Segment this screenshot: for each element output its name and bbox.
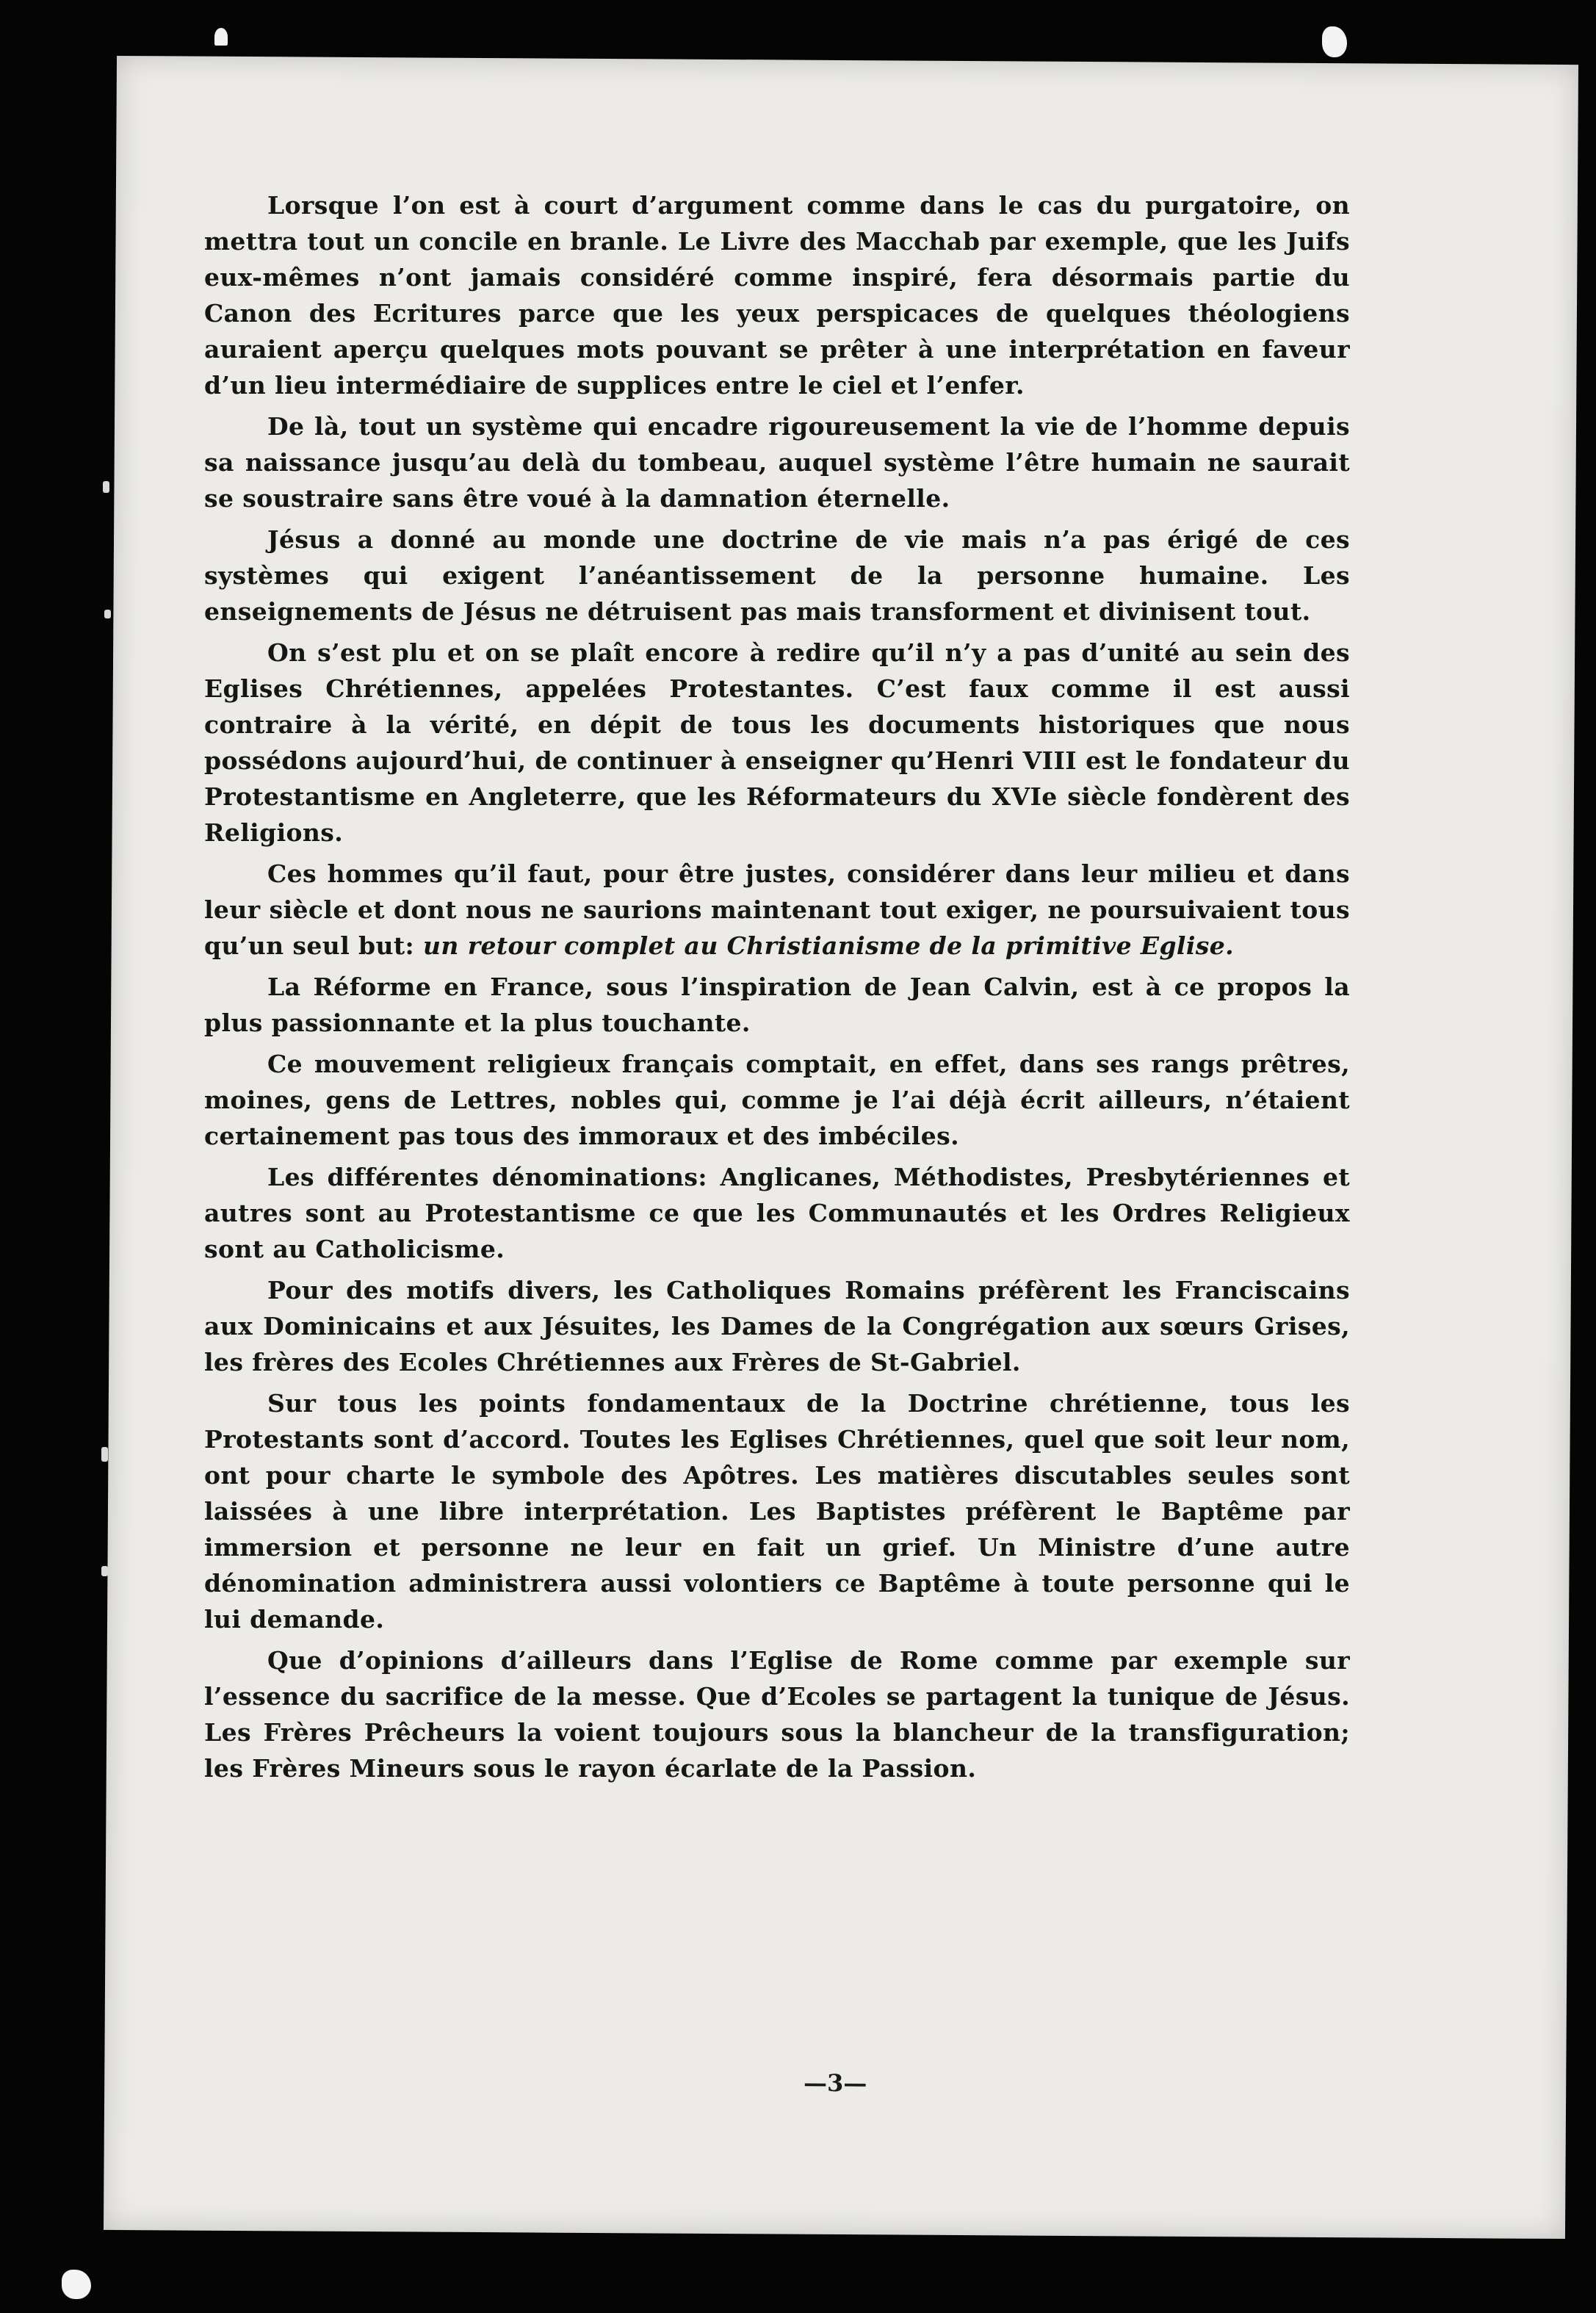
paragraph: Sur tous les points fondamentaux de la Doctrine chrétienne, tous les Protestants sont d’accord. Toutes les Eglises Chrétiennes, quel que soit leur nom, ont pour charte le symbole des Apôtres. Les matières discutables seules sont laissées à une libre interprétation. Les Baptistes préfèrent le Baptême par immersion et personne ne leur en fait un grief. Un Ministre d’une autre dénomination administrera aussi volontiers ce Baptême à toute personne qui le lui demande. [204,1389,1350,1634]
body-text [204,187,1350,1791]
scan-artifact-mark [62,2270,91,2299]
paragraph: Ce mouvement religieux français comptait, en effet, dans ses rangs prêtres, moines, gens de Lettres, nobles qui, comme je l’ai déjà écrit ailleurs, n’étaient certainement pas tous des immoraux et des imbéciles. [204,1050,1350,1150]
paragraph: On s’est plu et on se plaît encore à redire qu’il n’y a pas d’unité au sein des Eglises Chrétiennes, appelées Protestantes. C’est faux comme il est aussi contraire à la vérité, en dépit de tous les documents historiques que nous possédons aujourd’hui, de continuer à enseigner qu’Henri VIII est le fondateur du Protestantisme en Angleterre, que les Réformateurs du XVIe siècle fondèrent des Religions. [204,638,1350,847]
margin-mark [103,481,109,493]
paragraph: Les différentes dénominations: Anglicanes, Méthodistes, Presbytériennes et autres sont au Protestantisme ce que les Communautés et les Ordres Religieux sont au Catholicisme. [204,1163,1350,1263]
paragraph: De là, tout un système qui encadre rigoureusement la vie de l’homme depuis sa naissance jusqu’au delà du tombeau, auquel système l’être humain ne saurait se soustraire sans être voué à la damnation éternelle. [204,412,1350,513]
scan-artifact-mark [1322,26,1347,57]
paragraph: Pour des motifs divers, les Catholiques Romains préfèrent les Franciscains aux Dominicains et aux Jésuites, les Dames de la Congrégation aux sœurs Grises, les frères des Ecoles Chrétiennes aux Frères de St-Gabriel. [204,1276,1350,1376]
margin-mark [104,610,111,618]
paragraph: La Réforme en France, sous l’inspiration de Jean Calvin, est à ce propos la plus passionnante et la plus touchante. [204,973,1350,1037]
margin-mark [101,1566,108,1576]
scan-artifact-mark [214,28,228,46]
paragraph: Que d’opinions d’ailleurs dans l’Eglise de Rome comme par exemple sur l’essence du sacrifice de la messe. Que d’Ecoles se partagent la tunique de Jésus. Les Frères Prêcheurs la voient toujours sous la blancheur de la transfiguration; les Frères Mineurs sous le rayon écarlate de la Passion. [204,1646,1350,1783]
emphasized-phrase: un retour complet au Christianisme de la primitive Eglise. [423,931,1235,960]
paragraph: Jésus a donné au monde une doctrine de vie mais n’a pas érigé de ces systèmes qui exigent l’anéantissement de la personne humaine. Les enseignements de Jésus ne détruisent pas mais transforment et divinisent tout. [204,525,1350,626]
paragraph: Lorsque l’on est à court d’argument comme dans le cas du purgatoire, on mettra tout un concile en branle. Le Livre des Macchab par exemple, que les Juifs eux-mêmes n’ont jamais considéré comme inspiré, fera désormais partie du Canon des Ecritures parce que les yeux perspicaces de quelques théologiens auraient aperçu quelques mots pouvant se prêter à une interprétation en faveur d’un lieu intermédiaire de supplices entre le ciel et l’enfer. [204,191,1350,400]
margin-mark [101,1447,108,1462]
paragraph-text: Ces hommes qu’il faut, pour être justes, considérer dans leur milieu et dans leur siècle et dont nous ne saurions maintenant tout exiger, ne poursuivaient tous qu’un seul but: [204,859,1350,960]
page-number: —3— [803,2068,867,2098]
paragraph [204,856,1350,964]
